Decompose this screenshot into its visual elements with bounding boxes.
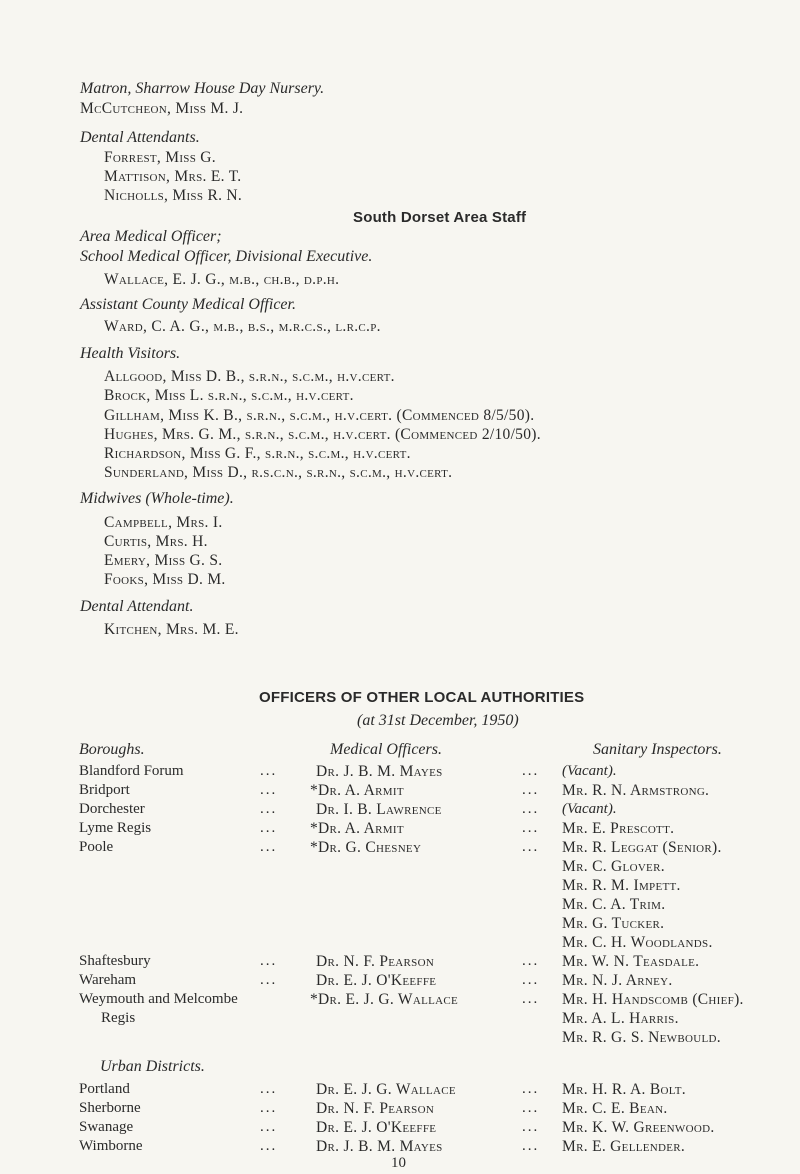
section-heading: South Dorset Area Staff (353, 209, 527, 226)
dental-attendant-title: Dental Attendant. (80, 598, 194, 615)
sanitary-inspector: Mr. C. H. Woodlands. (562, 934, 713, 951)
matron-title: Matron, Sharrow House Day Nursery. (80, 80, 325, 97)
sanitary-inspector: Mr. E. Prescott. (562, 820, 675, 837)
leader-dots: ... (522, 1081, 540, 1097)
sanitary-inspector: Mr. C. E. Bean. (562, 1100, 668, 1117)
borough-name: Weymouth and Melcombe (79, 991, 238, 1007)
sanitary-inspector: Mr. A. L. Harris. (562, 1010, 679, 1027)
medical-officer: Dr. E. J. O'Keeffe (316, 972, 437, 989)
leader-dots: ... (522, 991, 540, 1007)
health-visitors-title: Health Visitors. (80, 345, 181, 362)
leader-dots: ... (522, 839, 540, 855)
district-name: Wimborne (79, 1138, 143, 1154)
leader-dots: ... (260, 953, 278, 969)
medical-officer: *Dr. E. J. G. Wallace (310, 991, 459, 1008)
health-visitor: Gillham, Miss K. B., s.r.n., s.c.m., h.v.cert. (Commenced 8/5/50). (104, 407, 535, 424)
medical-officer: *Dr. G. Chesney (310, 839, 422, 856)
medical-officer: Dr. E. J. O'Keeffe (316, 1119, 437, 1136)
dental-attendant-name: Nicholls, Miss R. N. (104, 187, 243, 204)
urban-districts-title: Urban Districts. (100, 1058, 205, 1075)
borough-name: Lyme Regis (79, 820, 152, 836)
sanitary-inspector: (Vacant). (562, 763, 617, 779)
leader-dots: ... (260, 763, 278, 779)
acmo-name: Ward, C. A. G., m.b., b.s., m.r.c.s., l.r.c.p. (104, 318, 381, 335)
column-header-medical-officers: Medical Officers. (330, 741, 442, 758)
borough-name: Blandford Forum (79, 763, 184, 779)
borough-name: Shaftesbury (79, 953, 151, 969)
sanitary-inspector: Mr. H. R. A. Bolt. (562, 1081, 686, 1098)
medical-officer: Dr. J. B. M. Mayes (316, 763, 443, 780)
amo-title: Area Medical Officer; (80, 228, 222, 245)
leader-dots: ... (522, 972, 540, 988)
medical-officer: Dr. N. F. Pearson (316, 1100, 435, 1117)
sanitary-inspector: Mr. C. A. Trim. (562, 896, 666, 913)
sanitary-inspector: Mr. R. N. Armstrong. (562, 782, 710, 799)
leader-dots: ... (260, 972, 278, 988)
borough-name: Wareham (79, 972, 137, 988)
leader-dots: ... (260, 1119, 278, 1135)
health-visitor: Sunderland, Miss D., r.s.c.n., s.r.n., s.c.m., h.v.cert. (104, 464, 453, 481)
health-visitor: Allgood, Miss D. B., s.r.n., s.c.m., h.v.cert. (104, 368, 395, 385)
leader-dots: ... (522, 1100, 540, 1116)
dental-attendant-name: Mattison, Mrs. E. T. (104, 168, 242, 185)
sanitary-inspector: Mr. K. W. Greenwood. (562, 1119, 715, 1136)
midwife: Emery, Miss G. S. (104, 552, 223, 569)
midwife: Campbell, Mrs. I. (104, 514, 223, 531)
district-name: Swanage (79, 1119, 134, 1135)
sanitary-inspector: Mr. R. M. Impett. (562, 877, 681, 894)
leader-dots: ... (522, 801, 540, 817)
midwife: Fooks, Miss D. M. (104, 571, 226, 588)
officers-heading: OFFICERS OF OTHER LOCAL AUTHORITIES (259, 689, 585, 706)
district-name: Sherborne (79, 1100, 141, 1116)
sanitary-inspector: Mr. N. J. Arney. (562, 972, 673, 989)
leader-dots: ... (260, 1138, 278, 1154)
leader-dots: ... (260, 820, 278, 836)
borough-name: Poole (79, 839, 114, 855)
dental-attendant-name: Kitchen, Mrs. M. E. (104, 621, 239, 638)
sanitary-inspector: Mr. G. Tucker. (562, 915, 665, 932)
medical-officer: *Dr. A. Armit (310, 820, 404, 837)
health-visitor: Richardson, Miss G. F., s.r.n., s.c.m., h.v.cert. (104, 445, 411, 462)
dental-attendants-title: Dental Attendants. (80, 129, 200, 146)
matron-name: McCutcheon, Miss M. J. (80, 100, 244, 117)
district-name: Portland (79, 1081, 130, 1097)
leader-dots: ... (522, 1119, 540, 1135)
dental-attendant-name: Forrest, Miss G. (104, 149, 216, 166)
column-header-boroughs: Boroughs. (79, 741, 145, 758)
leader-dots: ... (522, 763, 540, 779)
page-number: 10 (391, 1155, 406, 1171)
sanitary-inspector: (Vacant). (562, 801, 617, 817)
leader-dots: ... (260, 1081, 278, 1097)
leader-dots: ... (522, 820, 540, 836)
borough-name: Regis (101, 1010, 136, 1026)
medical-officer: Dr. N. F. Pearson (316, 953, 435, 970)
medical-officer: *Dr. A. Armit (310, 782, 404, 799)
leader-dots: ... (260, 801, 278, 817)
medical-officer: Dr. J. B. M. Mayes (316, 1138, 443, 1155)
sanitary-inspector: Mr. W. N. Teasdale. (562, 953, 700, 970)
medical-officer: Dr. I. B. Lawrence (316, 801, 442, 818)
leader-dots: ... (522, 1138, 540, 1154)
midwife: Curtis, Mrs. H. (104, 533, 208, 550)
amo-name: Wallace, E. J. G., m.b., ch.b., d.p.h. (104, 271, 340, 288)
leader-dots: ... (522, 953, 540, 969)
borough-name: Dorchester (79, 801, 145, 817)
sanitary-inspector: Mr. R. G. S. Newbould. (562, 1029, 721, 1046)
sanitary-inspector: Mr. C. Glover. (562, 858, 665, 875)
column-header-sanitary-inspectors: Sanitary Inspectors. (593, 741, 722, 758)
amo-title-2: School Medical Officer, Divisional Executive. (80, 248, 373, 265)
leader-dots: ... (260, 782, 278, 798)
sanitary-inspector: Mr. E. Gellender. (562, 1138, 686, 1155)
midwives-title: Midwives (Whole-time). (80, 490, 234, 507)
borough-name: Bridport (79, 782, 130, 798)
leader-dots: ... (522, 782, 540, 798)
medical-officer: Dr. E. J. G. Wallace (316, 1081, 456, 1098)
health-visitor: Hughes, Mrs. G. M., s.r.n., s.c.m., h.v.cert. (Commenced 2/10/50). (104, 426, 541, 443)
leader-dots: ... (260, 839, 278, 855)
health-visitor: Brock, Miss L. s.r.n., s.c.m., h.v.cert. (104, 387, 354, 404)
sanitary-inspector: Mr. H. Handscomb (Chief). (562, 991, 744, 1008)
officers-subheading: (at 31st December, 1950) (357, 712, 519, 729)
leader-dots: ... (260, 1100, 278, 1116)
sanitary-inspector: Mr. R. Leggat (Senior). (562, 839, 722, 856)
acmo-title: Assistant County Medical Officer. (80, 296, 296, 313)
